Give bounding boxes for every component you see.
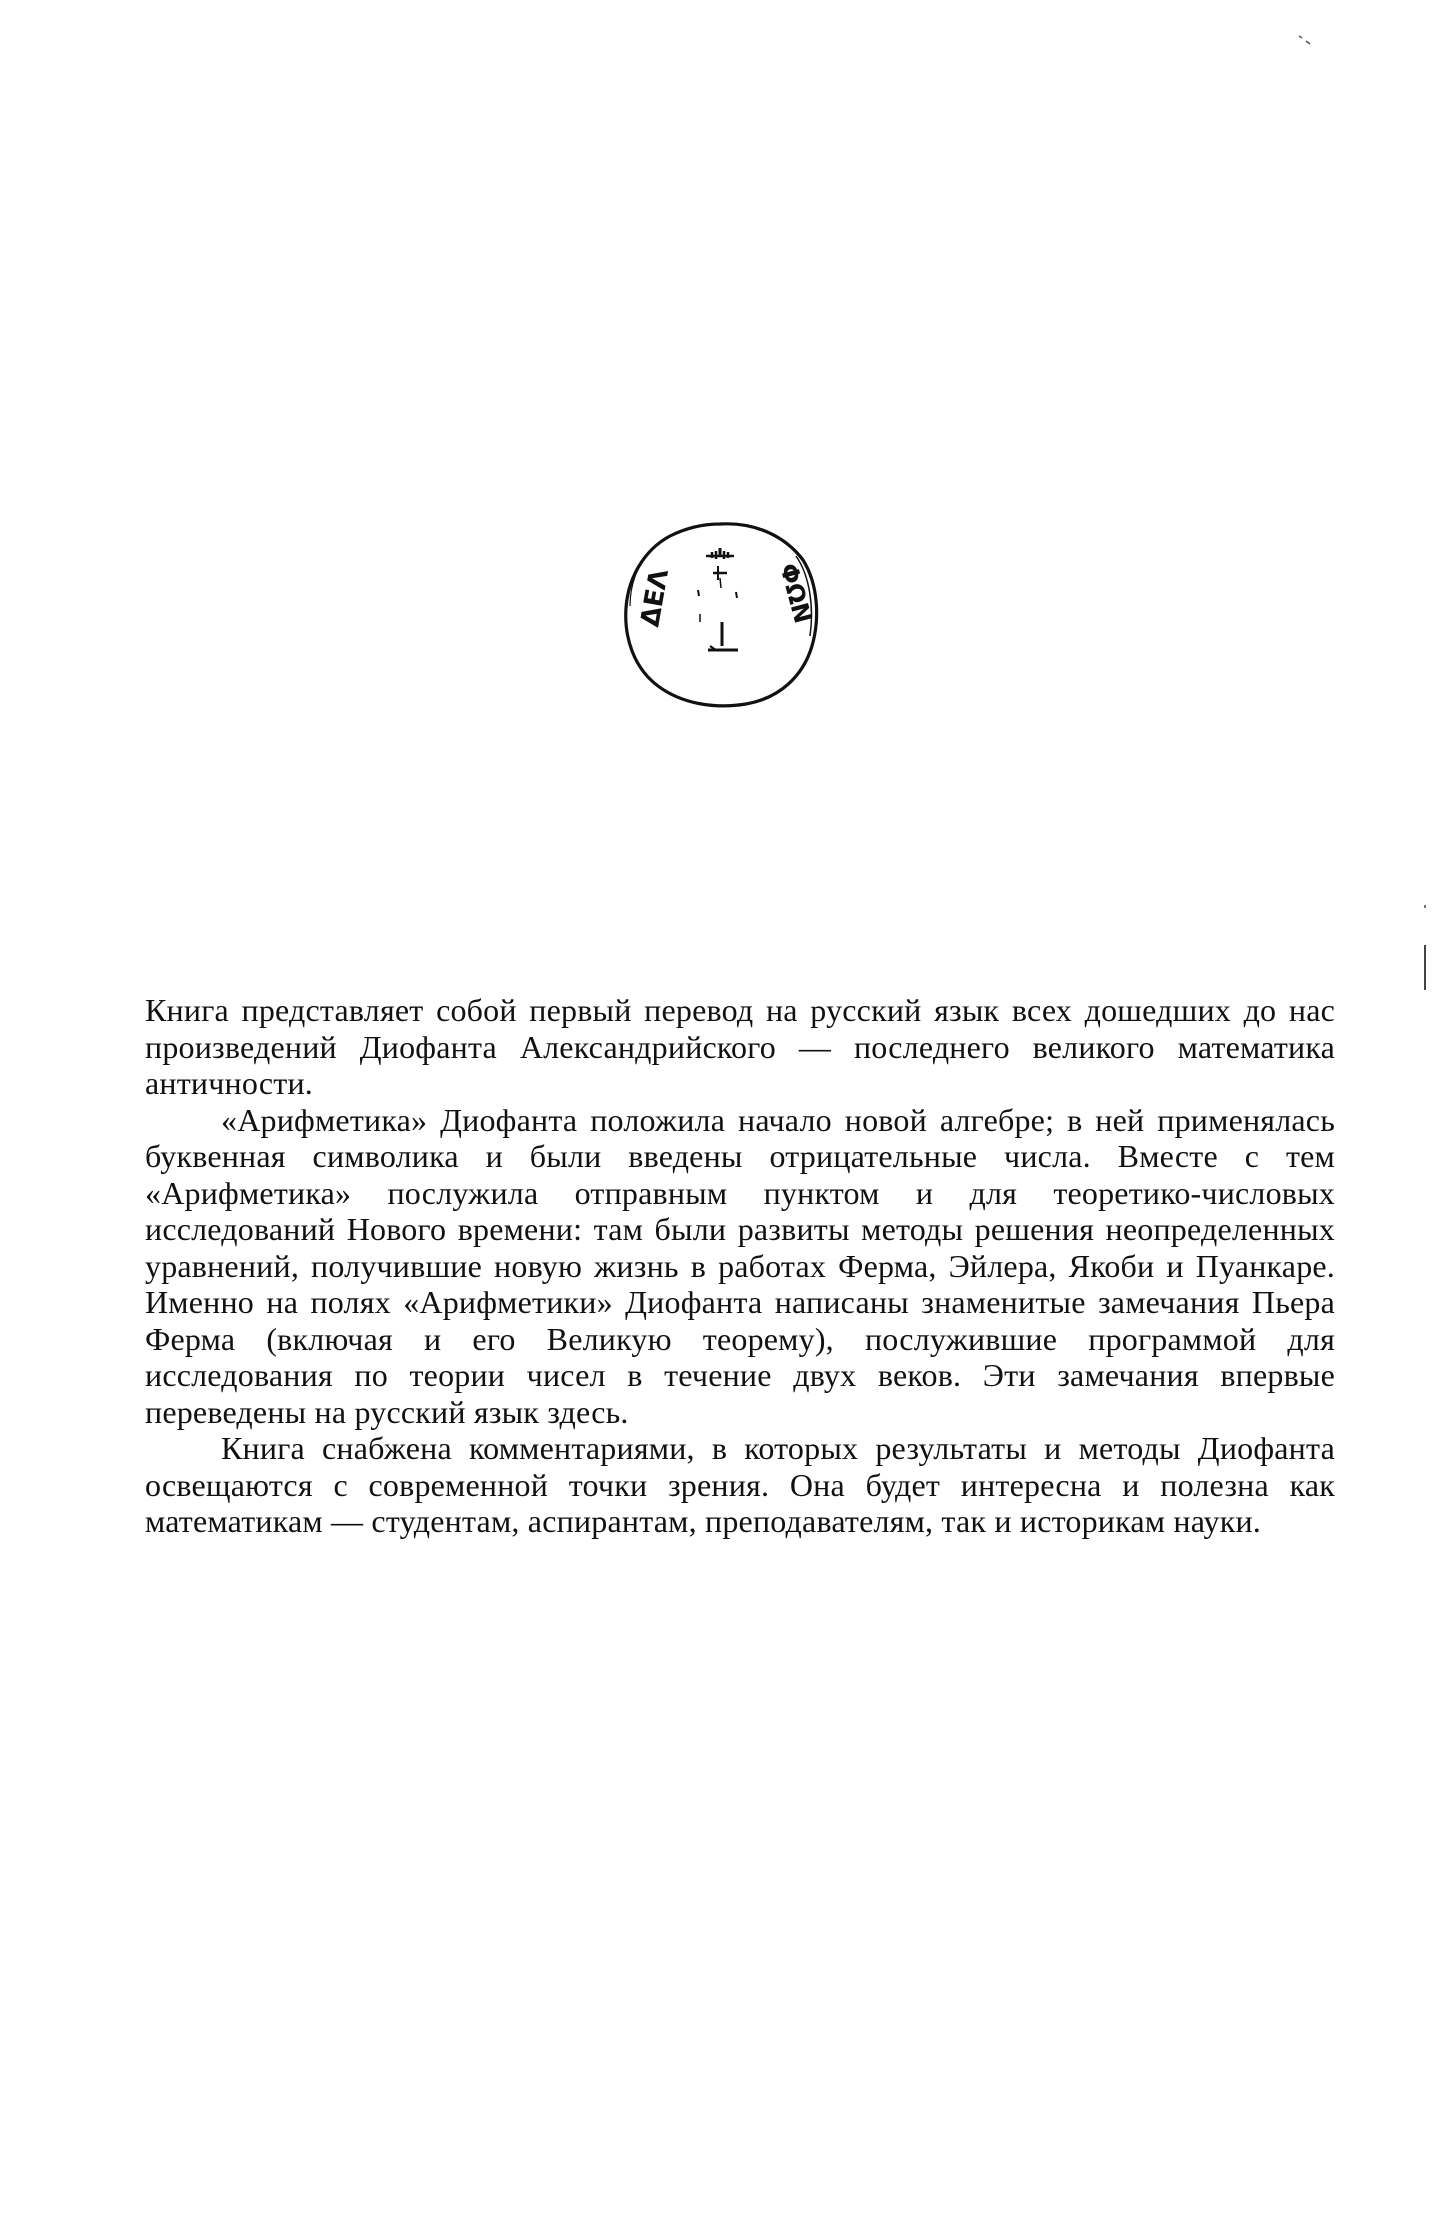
scan-speck [1424,905,1426,908]
coin-inscription-left [635,567,675,629]
scan-margin-mark [1424,945,1426,990]
coin-illustration [620,518,820,708]
coin-central-figure [698,548,738,650]
svg-text:ΦΩΝ: ΦΩΝ [774,560,818,627]
annotation-paragraph-3: Книга снабжена комментариями, в которых результаты и методы Диофанта освещаются с современной точки зрения. Она будет интересна и полезна как математикам — студентам, аспирантам, преподавателям, так и историкам науки. [145,1430,1335,1539]
annotation-paragraph-1: Книга представляет собой первый перевод на русский язык всех дошедших до нас произведений Диофанта Александрийского — последнего великого математика античности. [145,992,1335,1101]
scan-speck [1298,32,1312,42]
book-annotation [145,992,1335,1540]
svg-text:ΔΕΛ: ΔΕΛ [635,566,675,630]
coin-inscription-right [774,560,817,626]
annotation-paragraph-2: «Арифметика» Диофанта положила начало новой алгебре; в ней применялась буквенная символика и были введены отрицательные числа. Вместе с тем «Арифметика» послужила отправным пунктом и для теоретико-числовых исследований Нового времени: там были развиты методы решения неопределенных уравнений, получившие новую жизнь в работах Ферма, Эйлера, Якоби и Пуанкаре. Именно на полях «Арифметики» Диофанта написаны знаменитые замечания Пьера Ферма (включая и его Великую теорему), послужившие программой для исследования по теории чисел в течение двух веков. Эти замечания впервые переведены на русский язык здесь. [145,1101,1335,1430]
